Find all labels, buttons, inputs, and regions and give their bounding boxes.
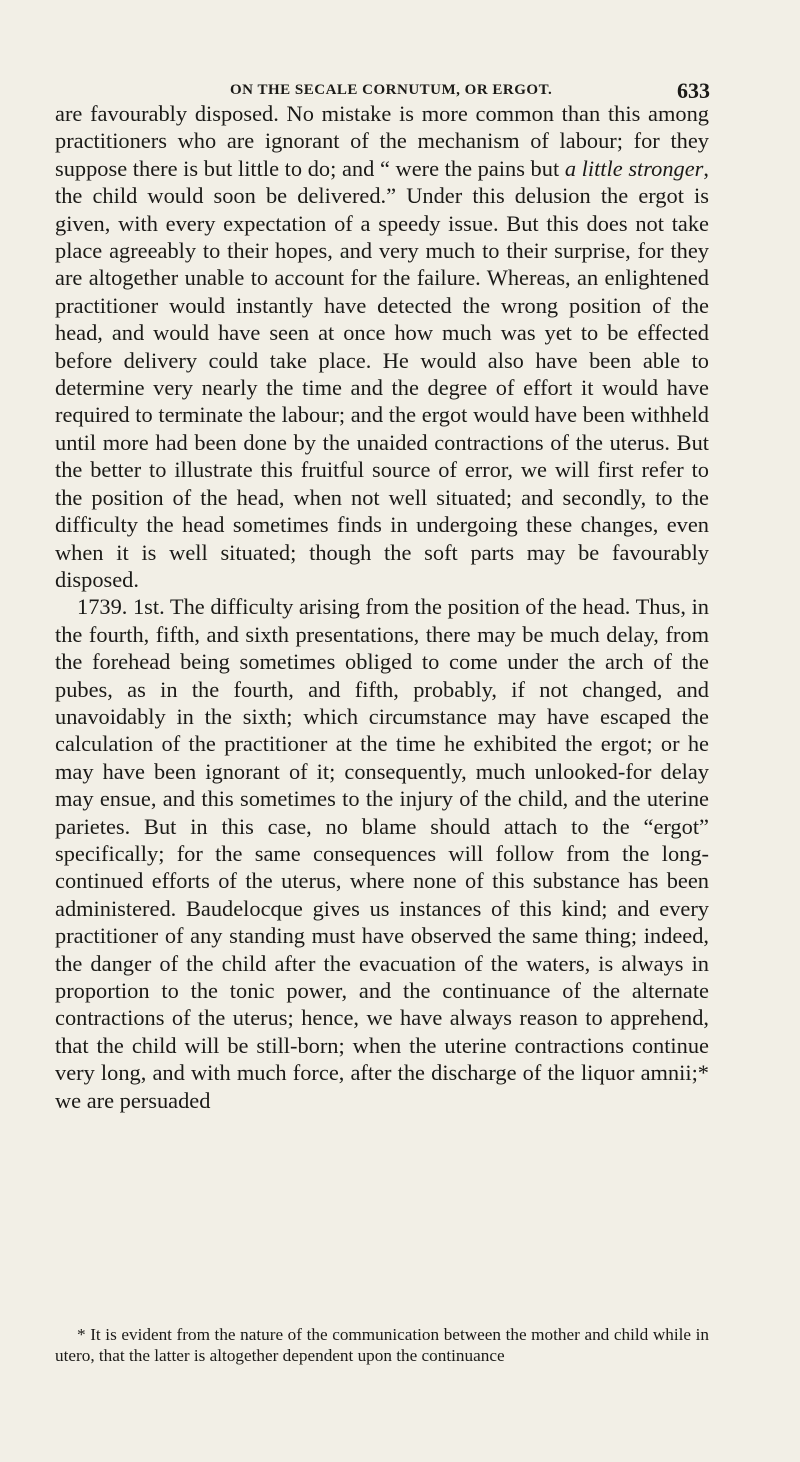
footnote-text: * It is evident from the nature of the communication between the mother and child while in utero, that the latter is altogether dependent upon the continuance [55,1325,709,1365]
page-number: 633 [677,78,710,103]
italic-emphasis: a little stronger [564,155,704,181]
paragraph-1739: 1739. 1st. The difficulty arising from the position of the head. Thus, in the fourth, fifth, and sixth presentations, there may be much delay, from the forehead being sometimes obliged to come under the arch of the pubes, as in the fourth, and fifth, probably, if not changed, and unavoidably in the sixth; which circumstance may have escaped the calculation of the practitioner at the time he exhibited the ergot; or he may have been ignorant of it; consequently, much unlooked-for delay may ensue, and this sometimes to the injury of the child, and the uterine parietes. But in this case, no blame should attach to the “ergot” specifically; for the same consequences will follow from the long-continued efforts of the uterus, where none of this substance has been administered. Baudelocque gives us instances of this kind; and every practitioner of any standing must have observed the same thing; indeed, the danger of the child after the evacuation of the waters, is always in proportion to the tonic power, and the continuance of the alternate contractions of the uterus; hence, we have always reason to apprehend, that the child will be still-born; when the uterine contractions continue very long, and with much force, after the discharge of the liquor amnii;* we are persuaded [55,594,709,1113]
text-run: , the child would soon be delivered.” Under this delusion the ergot is given, with every expectation of a speedy issue. But this does not take place agreeably to their hopes, and very much to their surprise, for they are altogether unable to account for the failure. Whereas, an enlightened practitioner would instantly have detected the wrong position of the head, and would have seen at once how much was yet to be effected before delivery could take place. He would also have been able to determine very nearly the time and the degree of effort it would have required to terminate the labour; and the ergot would have been withheld until more had been done by the unaided contractions of the uterus. But the better to illustrate this fruitful source of error, we will first refer to the position of the head, when not well situated; and secondly, to the difficulty the head sometimes finds in undergoing these changes, even when it is well situated; though the soft parts may be favourably disposed. [55,155,709,592]
body-text [55,100,709,1114]
text-run: are favourably disposed. No mistake is more common than this among practitioners who are ignorant of the mechanism of labour; for they suppose there is but little to do; and “ were the pains but [55,101,709,181]
paragraph-continuation [55,100,709,593]
running-title: ON THE SECALE CORNUTUM, OR ERGOT. [230,82,553,98]
footnote [55,1324,709,1366]
